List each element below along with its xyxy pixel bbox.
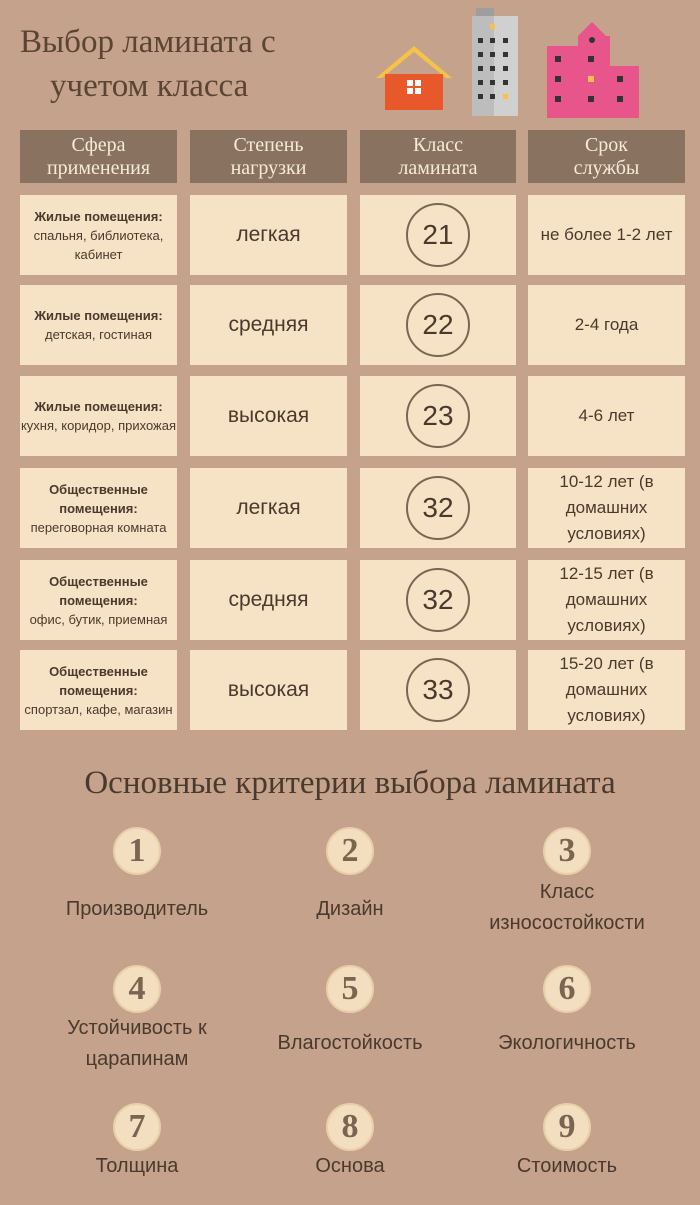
criteria-title: Основные критерии выбора ламината <box>84 765 616 801</box>
title-line-1: Выбор ламината с <box>20 24 276 60</box>
row-4-load: легкая <box>190 468 347 548</box>
row-6-lifetime: 15-20 лет (в домашних условиях) <box>528 650 685 730</box>
column-header-lifetime: Срок службы <box>528 130 685 183</box>
number-9-icon: 9 <box>543 1103 591 1151</box>
row-1-lifetime: не более 1-2 лет <box>528 195 685 275</box>
class-badge: 22 <box>406 293 470 357</box>
number-5-icon: 5 <box>326 965 374 1013</box>
row-6-load: высокая <box>190 650 347 730</box>
class-badge: 32 <box>406 568 470 632</box>
criterion-1: 1 Производитель <box>27 827 247 875</box>
number-3-icon: 3 <box>543 827 591 875</box>
row-5-class <box>360 560 516 640</box>
row-5-lifetime: 12-15 лет (в домашних условиях) <box>528 560 685 640</box>
number-4-icon: 4 <box>113 965 161 1013</box>
row-1-class <box>360 195 516 275</box>
row-3-class <box>360 376 516 456</box>
criterion-2: 2 Дизайн <box>240 827 460 875</box>
row-1-area: Жилые помещения: спальня, библиотека, кабинет <box>20 195 177 275</box>
column-header-load: Степень нагрузки <box>190 130 347 183</box>
row-4-lifetime: 10-12 лет (в домашних условиях) <box>528 468 685 548</box>
row-2-class <box>360 285 516 365</box>
class-badge: 23 <box>406 384 470 448</box>
class-badge: 21 <box>406 203 470 267</box>
row-1-load: легкая <box>190 195 347 275</box>
row-4-class <box>360 468 516 548</box>
criterion-9: 9 Стоимость <box>457 1103 677 1151</box>
house-icon <box>376 46 452 110</box>
class-badge: 32 <box>406 476 470 540</box>
criterion-3: 3 Класс износостойкости <box>457 827 677 875</box>
row-4-area: Общественные помещения: переговорная комната <box>20 468 177 548</box>
row-2-load: средняя <box>190 285 347 365</box>
criterion-8: 8 Основа <box>240 1103 460 1151</box>
row-3-load: высокая <box>190 376 347 456</box>
criterion-4: 4 Устойчивость к царапинам <box>27 965 247 1013</box>
number-1-icon: 1 <box>113 827 161 875</box>
number-2-icon: 2 <box>326 827 374 875</box>
tower-building-icon <box>472 8 518 116</box>
criterion-6: 6 Экологичность <box>457 965 677 1013</box>
row-3-lifetime: 4-6 лет <box>528 376 685 456</box>
row-3-area: Жилые помещения: кухня, коридор, прихожая <box>20 376 177 456</box>
row-6-class <box>360 650 516 730</box>
apartment-building-icon <box>547 22 639 118</box>
row-6-area: Общественные помещения: спортзал, кафе, магазин <box>20 650 177 730</box>
number-6-icon: 6 <box>543 965 591 1013</box>
number-8-icon: 8 <box>326 1103 374 1151</box>
row-5-area: Общественные помещения: офис, бутик, приемная <box>20 560 177 640</box>
criterion-7: 7 Толщина <box>27 1103 247 1151</box>
row-5-load: средняя <box>190 560 347 640</box>
column-header-class: Класс ламината <box>360 130 516 183</box>
column-header-area: Сфера применения <box>20 130 177 183</box>
number-7-icon: 7 <box>113 1103 161 1151</box>
page-title <box>20 20 340 108</box>
row-2-area: Жилые помещения: детская, гостиная <box>20 285 177 365</box>
criterion-5: 5 Влагостойкость <box>240 965 460 1013</box>
row-2-lifetime: 2-4 года <box>528 285 685 365</box>
title-line-2: учетом класса <box>50 68 249 104</box>
class-badge: 33 <box>406 658 470 722</box>
